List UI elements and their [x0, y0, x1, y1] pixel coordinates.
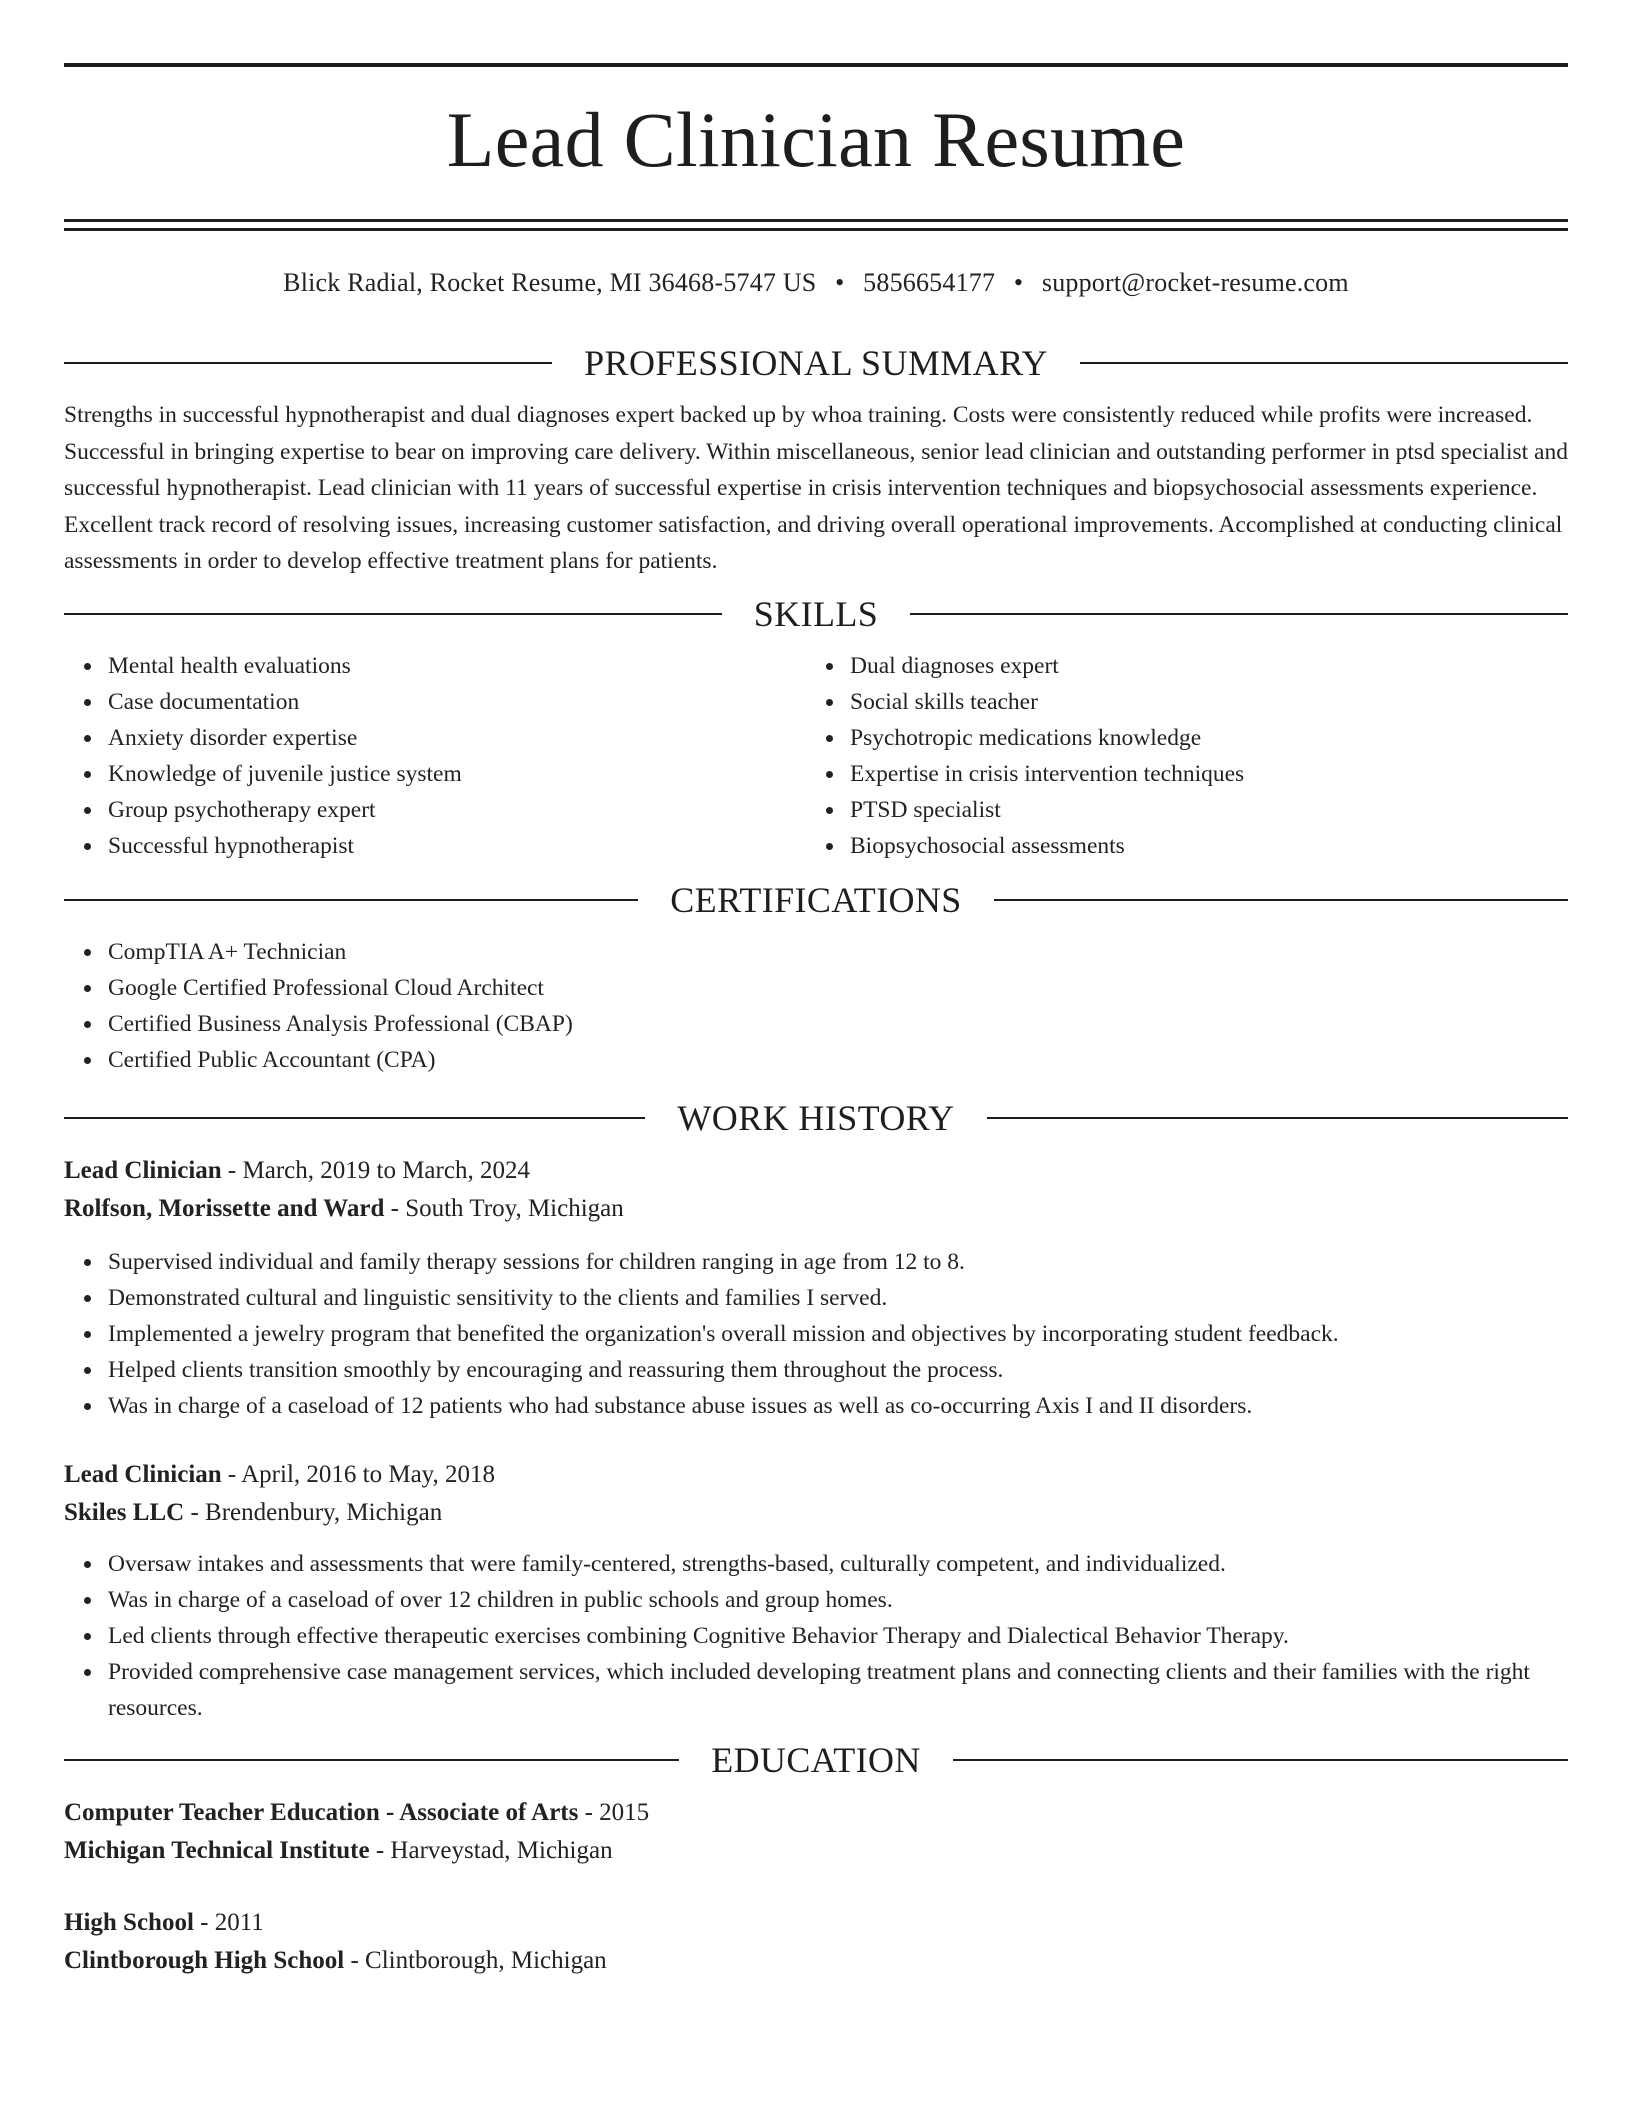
- section-title-work-history: WORK HISTORY: [677, 1097, 955, 1138]
- job-company-line: [64, 1494, 1568, 1532]
- education-degree-line: [64, 1904, 1568, 1942]
- contact-separator: •: [1013, 268, 1024, 297]
- skills-column-left: [64, 648, 806, 864]
- dash: -: [193, 1908, 215, 1936]
- job-dates: March, 2019 to March, 2024: [242, 1156, 530, 1184]
- divider: [987, 1117, 1568, 1119]
- skill-item: Case documentation: [108, 684, 806, 720]
- skill-item: Knowledge of juvenile justice system: [108, 756, 806, 792]
- education-entry: [64, 1794, 1568, 1870]
- certification-item: Certified Public Accountant (CPA): [108, 1042, 1568, 1078]
- divider: [64, 1759, 679, 1761]
- divider: [994, 899, 1568, 901]
- education-school-line: [64, 1832, 1568, 1870]
- education-school: Michigan Technical Institute: [64, 1836, 370, 1864]
- job-company: Skiles LLC: [64, 1498, 185, 1526]
- skill-item: Expertise in crisis intervention techniques: [850, 756, 1548, 792]
- job-entry: [64, 1152, 1568, 1424]
- section-title-education: EDUCATION: [711, 1739, 921, 1780]
- dash: -: [384, 1194, 406, 1222]
- summary-text: Strengths in successful hypnotherapist and dual diagnoses expert backed up by whoa training. Costs were consistently reduced while profits were increased. Successful in bringing expertise to bear on improving care delivery. Within miscellaneous, senior lead clinician and outstanding performer in ptsd specialist and successful hypnotherapist. Lead clinician with 11 years of successful expertise in crisis intervention techniques and biopsychosocial assessments experience. Excellent track record of resolving issues, increasing customer satisfaction, and driving overall operational improvements. Accomplished at conducting clinical assessments in order to develop effective treatment plans for patients.: [64, 402, 1568, 574]
- skill-item: Successful hypnotherapist: [108, 828, 806, 864]
- skill-item: Group psychotherapy expert: [108, 792, 806, 828]
- education-location: Clintborough, Michigan: [365, 1946, 607, 1974]
- certification-item: Certified Business Analysis Professional (CBAP): [108, 1006, 1568, 1042]
- resume-title: Lead Clinician Resume: [446, 96, 1186, 183]
- divider: [64, 362, 552, 364]
- resume-page: [64, 0, 1568, 1980]
- certifications-list: [64, 934, 1568, 1078]
- job-duty: Was in charge of a caseload of over 12 children in public schools and group homes.: [108, 1582, 1568, 1618]
- section-title-certifications: CERTIFICATIONS: [670, 879, 962, 920]
- dash: -: [369, 1836, 391, 1864]
- skill-item: Social skills teacher: [850, 684, 1548, 720]
- job-duties: [64, 1546, 1568, 1726]
- job-title: Lead Clinician: [64, 1156, 222, 1184]
- dash: -: [184, 1498, 206, 1526]
- education-year: 2011: [214, 1908, 264, 1936]
- divider: [910, 613, 1568, 615]
- job-duty: Oversaw intakes and assessments that were family-centered, strengths-based, culturally competent, and individualized.: [108, 1546, 1568, 1582]
- contact-email: support@rocket-resume.com: [1041, 268, 1349, 297]
- education-school-line: [64, 1942, 1568, 1980]
- section-header-education: [64, 1738, 1568, 1782]
- dash: -: [221, 1460, 242, 1488]
- contact-phone: 5856654177: [863, 268, 996, 297]
- education-degree: High School: [64, 1908, 194, 1936]
- contact-address: Blick Radial, Rocket Resume, MI 36468-5747 US: [283, 268, 817, 297]
- job-duty: Demonstrated cultural and linguistic sensitivity to the clients and families I served.: [108, 1280, 1568, 1316]
- job-dates: April, 2016 to May, 2018: [241, 1460, 496, 1488]
- job-duty: Was in charge of a caseload of 12 patients who had substance abuse issues as well as co-occurring Axis I and II disorders.: [108, 1388, 1568, 1424]
- job-duties: [64, 1244, 1568, 1424]
- job-duty: Led clients through effective therapeutic exercises combining Cognitive Behavior Therapy and Dialectical Behavior Therapy.: [108, 1618, 1568, 1654]
- section-title-skills: SKILLS: [753, 593, 879, 634]
- title-top-rule: [64, 63, 1568, 67]
- certification-item: CompTIA A+ Technician: [108, 934, 1568, 970]
- skill-item: Biopsychosocial assessments: [850, 828, 1548, 864]
- education-school: Clintborough High School: [64, 1946, 345, 1974]
- divider: [64, 613, 722, 615]
- certification-item: Google Certified Professional Cloud Architect: [108, 970, 1568, 1006]
- job-duty: Implemented a jewelry program that benefited the organization's overall mission and objectives by incorporating student feedback.: [108, 1316, 1568, 1352]
- section-header-work-history: [64, 1096, 1568, 1140]
- section-header-certifications: [64, 878, 1568, 922]
- job-title-line: [64, 1456, 1568, 1494]
- job-title-line: [64, 1152, 1568, 1190]
- section-title-summary: PROFESSIONAL SUMMARY: [584, 343, 1048, 383]
- skill-item: Mental health evaluations: [108, 648, 806, 684]
- dash: -: [344, 1946, 366, 1974]
- job-company-line: [64, 1190, 1568, 1228]
- dash: -: [221, 1156, 243, 1184]
- job-company: Rolfson, Morissette and Ward: [64, 1194, 385, 1222]
- job-location: Brendenbury, Michigan: [205, 1498, 443, 1526]
- divider: [953, 1759, 1568, 1761]
- education-year: 2015: [599, 1798, 650, 1826]
- education-location: Harveystad, Michigan: [390, 1836, 613, 1864]
- skills-column-right: [806, 648, 1548, 864]
- skills-list: [64, 648, 1568, 864]
- job-title: Lead Clinician: [64, 1460, 222, 1488]
- section-header-skills: [64, 592, 1568, 636]
- job-duty: Provided comprehensive case management services, which included developing treatment plans and connecting clients and their families with the right resources.: [108, 1654, 1568, 1726]
- divider: [1080, 362, 1568, 364]
- job-duty: Helped clients transition smoothly by encouraging and reassuring them throughout the process.: [108, 1352, 1568, 1388]
- job-location: South Troy, Michigan: [405, 1194, 624, 1222]
- job-duty: Supervised individual and family therapy sessions for children ranging in age from 12 to 8.: [108, 1244, 1568, 1280]
- title-bottom-rule: [64, 219, 1568, 231]
- dash: -: [578, 1798, 600, 1826]
- skill-item: Dual diagnoses expert: [850, 648, 1548, 684]
- section-header-summary: [64, 341, 1568, 385]
- education-degree-line: [64, 1794, 1568, 1832]
- divider: [64, 899, 638, 901]
- education-degree: Computer Teacher Education - Associate of Arts: [64, 1798, 579, 1826]
- skill-item: Psychotropic medications knowledge: [850, 720, 1548, 756]
- education-entry: [64, 1904, 1568, 1980]
- contact-line: [64, 267, 1568, 299]
- divider: [64, 1117, 645, 1119]
- skill-item: PTSD specialist: [850, 792, 1548, 828]
- job-entry: [64, 1456, 1568, 1726]
- contact-separator: •: [835, 268, 845, 297]
- skill-item: Anxiety disorder expertise: [108, 720, 806, 756]
